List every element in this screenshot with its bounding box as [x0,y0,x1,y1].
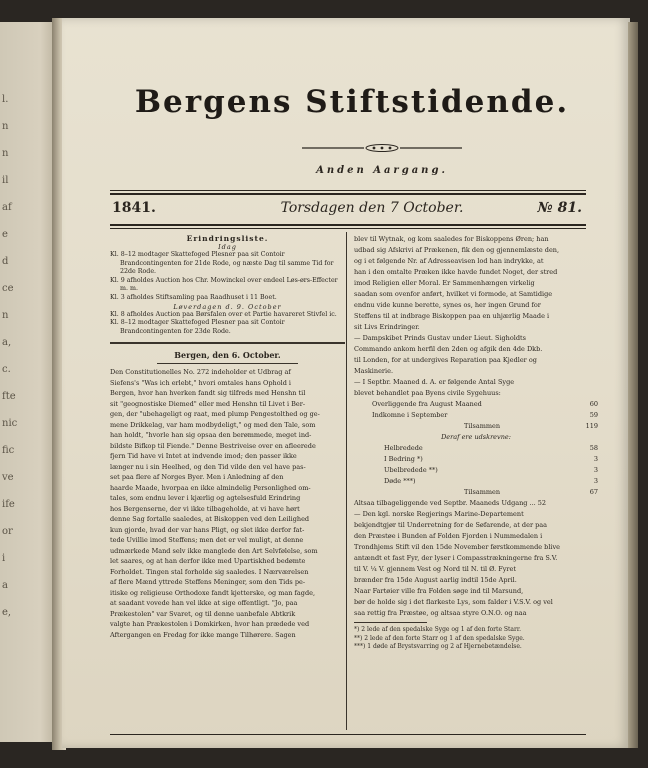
stat-total-value: 119 [585,422,598,430]
text-line: — Dampskibet Prinds Gustav under Lieut. Sigholdts [354,334,526,342]
column-separator [346,232,347,730]
article-line: Bergen, hvor han hverken fandt sig tilfreds med Henshn til [110,389,306,398]
footnote-rule [354,622,427,623]
text-line: — Den kgl. norske Regjerings Marine-Departement [354,510,524,518]
outcome-row [384,476,598,487]
text-line: Steffens til at indbrage Biskoppen paa en uhjærlig Maade i [354,312,550,320]
previous-page-edge [0,22,58,742]
left-page-fragment: ce [2,283,14,294]
article-heading: Bergen, den 6. October. [174,350,281,361]
article-body [110,367,345,640]
article-line: hos Bergenserne, der vi ikke tilbageholde, at vi have hørt [110,504,300,513]
left-page-fragment: il [2,175,9,186]
remaining-line: Altsaa tilbageliggende ved Septbr. Maaneds Udgang ... 52 [354,499,547,507]
article-line: af flere Mænd yttrede Steffens Meninger, som den Tids pe- [110,578,306,587]
stat-total-label: Tilsammen [464,422,501,430]
erindring-item: Kl. 9 afholdes Auction hos Chr. Mowinckel over endeel Løs-ørs-Effecter m. m. [110,276,338,293]
right-column [354,234,598,652]
text-line: Commando ankom herfil den 2den og afgik den 4de Dkb. [354,345,543,353]
page-edge-shadow [628,22,638,748]
article-line: tales, som endnu lever i kjærlig og agtelsesfuld Erindring [110,494,301,503]
text-line: saa rettig fra Præstøe, og altsaa styre O.N.O. og naa [354,609,527,617]
issue-year: 1841. [112,200,156,216]
article-line: mene Drikkelag, var ham modbydeligt," og med den Tale, som [110,420,316,429]
text-line: udbad sig Afskrivi af Prækenen, fik den og gjennemlæste den, [354,246,560,254]
article-line: udmærkede Mand selv ikke manglede den Art Selvfølelse, som [110,546,318,555]
stat-row [372,410,598,421]
left-column [110,234,345,640]
article-continuation [354,234,598,333]
outcome-row-value: 3 [593,455,598,463]
article-line: set paa flere af Norges Byer. Men i Anledning af den [110,473,284,482]
article-line: haarde Maade, hvorpaa en ikke almindelig Personlighed om- [110,483,311,492]
stat-total [354,421,598,432]
text-line: Naar Fartøier ville fra Folden søge ind til Marsund, [354,587,524,595]
text-line: Maskinerie. [354,367,394,375]
left-page-fragment: af [2,202,12,213]
outcome-row-label: Helbredede [384,444,423,452]
erindring-day-saturday: Løverdagen d. 9. October [173,302,282,311]
text-line: til V. ¼ V. gjennem Vest og Nord til N. til Ø. Fyret [354,565,516,573]
text-line: den Præstøe i Bunden af Folden Fjorden i Nummedalen i [354,532,543,540]
footnote: ***) 1 døde af Brystsvarring og 2 af Hjernebetændelse. [354,643,522,650]
rule-top-thick [110,193,586,195]
footnotes [354,626,598,652]
text-line: antændt et fast Fyr, der lyser i Compasstrækningerne fra S.V. [354,554,558,562]
article-line: sit "geognostiske Diemed" eller med Henshn til Livet i Ber- [110,399,306,408]
footnote: **) 2 lede af den forte Starr og 1 af den spedalske Syge. [354,634,525,642]
stat-row-label: Overliggende fra August Maaned [372,400,482,408]
article-line: kun gjorde, hvad der var hans Pligt, og slet ikke derfor fat- [110,525,305,534]
stat-total-2-value: 67 [589,488,598,496]
article-line: tede Uvillie imod Steffens; men det er vel muligt, at denne [110,536,304,545]
outcome-row [384,465,598,476]
outcome-row-value: 3 [593,477,598,485]
erindring-item: Kl. 8–12 modtager Skattefoged Plesner paa sit Contoir Brandcontingenten for 23de Rode. [110,319,285,335]
subtitle: Anden Aargang. [316,165,448,176]
erindring-item: Kl. 8 afholdes Auction paa Børsfalen over et Partie havareret Stivfel ic. [110,310,337,318]
text-line: blev til Wytnak, og kom saaledes for Biskoppens Øren; han [354,235,549,243]
stat-row-value: 59 [589,411,598,419]
text-line: han i den omtalte Præken ikke havde fundet Noget, der stred [354,268,558,276]
left-page-fragment: l. [2,94,9,105]
lighthouse-notice [354,509,598,586]
article-line: bildste Bifkop til Fiende." Denne Bestriveise over en afleerede [110,441,316,450]
left-page-fragment: n [2,310,9,321]
heading-rule [157,363,298,364]
article-line: denne Sag fortalle saaledes, at Biskoppen ved den Leilighed [110,515,310,524]
newspaper-page [62,18,630,748]
left-page-fragment: d [2,256,9,267]
section-rule [110,342,345,344]
article-line: gen, der "ubehageligt og raat, med plump Pengestolthed og ge- [110,410,320,419]
left-page-fragment: a, [2,337,12,348]
article-line: Den Constitutionelles No. 272 indeholder et Udbrag af [110,368,291,377]
ornament-divider [302,143,462,153]
article-line: længer nu i sin Heelhed, og den Tid vilde den vel have pas- [110,462,306,471]
hospital-outcomes [354,443,598,487]
left-page-fragment: a [2,580,8,591]
footnote: *) 2 lede af den spedalske Syge og 1 af den forte Starr. [354,626,521,633]
left-page-fragment: fic [2,445,15,456]
erindring-item: Kl. 8–12 modtager Skattefoged Plesner paa sit Contoir Brandcontingenten for 21de Rode, og næste Dag til samme Tid for 22de Rode. [110,251,334,276]
left-page-fragment: e, [2,607,12,618]
text-line: bekjendtgjør til Underretning for de Søfarende, at der paa [354,521,548,529]
outcome-row-value: 58 [589,444,598,452]
left-page-fragment: i [2,553,6,564]
text-line: — I Septbr. Maaned d. A. er følgende Antal Syge [354,378,515,386]
issue-date: Torsdagen den 7 October. [280,200,464,216]
left-page-fragment: nic [2,418,18,429]
stat-total-2 [354,487,598,498]
outcome-row-value: 3 [593,466,598,474]
erindring-day-today: Idag [218,243,237,251]
text-line: endnu vide kunne berette, synes os, her ingen Grund for [354,301,541,309]
left-page-fragment: c. [2,364,11,375]
article-line: let saares, og at han derfor ikke med Upartiskhed bedømte [110,557,306,566]
left-page-fragment: n [2,148,9,159]
erindring-item: Kl. 3 afholdes Stiftsamling paa Raadhuset i 11 Boet. [110,293,277,301]
left-page-fragment: n [2,121,9,132]
erindring-title: Erindringsliste. [186,234,269,243]
stat-row [372,399,598,410]
stat-total-2-label: Tilsammen [464,488,501,496]
stat-row-label: Indkomne i September [372,411,448,419]
text-line: Trondhjems Stift vil den 15de November førstkommende blive [354,543,561,551]
left-page-fragment: ife [2,499,15,510]
left-page-fragment: or [2,526,13,537]
article-line: Siefens's "Was ich erlebt," hvori omtales hans Ophold i [110,378,292,387]
text-line: imod Religien eller Moral. Er Sammenhængen virkelig [354,279,535,287]
text-line: blevet behandlet paa Byens civile Sygehuus: [354,389,501,397]
steamship-notice [354,333,598,377]
text-line: og i et følgende Nr. af Adresseavisen lod han indrykke, at [354,257,544,265]
article-line: Prækestolen" var Svaret, og til denne uanbefale Abtkrik [110,609,296,618]
hospital-stats [354,399,598,421]
rule-bottom [110,734,586,735]
text-line: bør de holde sig i det flarkeste Lys, som falder i V.S.V. og vel [354,598,553,606]
article-line: Forholdet. Tingen stal forholde sig saaledes. I Nærværelsen [110,567,309,576]
text-line: saadan som ovenfor anført, hvilket vi formode, at Samtidige [354,290,553,298]
text-line: til Londen, for at undergives Reparation paa Kjedler og [354,356,537,364]
outcome-row [384,454,598,465]
hospital-notice [354,377,598,399]
outcome-row-label: Ubelbredede **) [384,466,438,474]
dateline [112,200,582,220]
sailing-directions [354,586,598,619]
article-line: fjern Tid have vi Intet at indvende imod; den passer ikke [110,452,297,461]
article-line: at saadant vovede han vel ikke at sige offentligt. "Jo, paa [110,599,298,608]
left-page-fragment: ve [2,472,14,483]
stat-row-value: 60 [589,400,598,408]
outcome-row-label: I Bedring *) [384,455,423,463]
article-line: Aftergangen en Fredag for ikke mange Tilhørere. Sagen [110,630,296,639]
deraf-heading: Deraf ere udskrevne: [441,433,511,441]
rule-under-dateline-thin [110,228,586,229]
rule-top [110,190,586,191]
article-line: han holdt, "hvorle han sig opsaa den berømmede, meget ind- [110,431,312,440]
masthead-title: Bergens Stiftstidende. [134,84,570,120]
outcome-row-label: Døde ***) [384,477,416,485]
rule-under-dateline [110,224,586,226]
outcome-row [384,443,598,454]
text-line: brænder fra 15de August aarlig indtil 15de April. [354,576,517,584]
left-page-fragment: fte [2,391,16,402]
left-page-fragment: e [2,229,8,240]
issue-number: № 81. [537,200,582,216]
text-line: sit Livs Erindringer. [354,323,420,331]
article-line: valgte han Prækestolen i Domkirken, hvor han prædede ved [110,620,310,629]
article-line: itiske og religieuse Orthodoxe fandt kjetterske, og man fagde, [110,588,316,597]
